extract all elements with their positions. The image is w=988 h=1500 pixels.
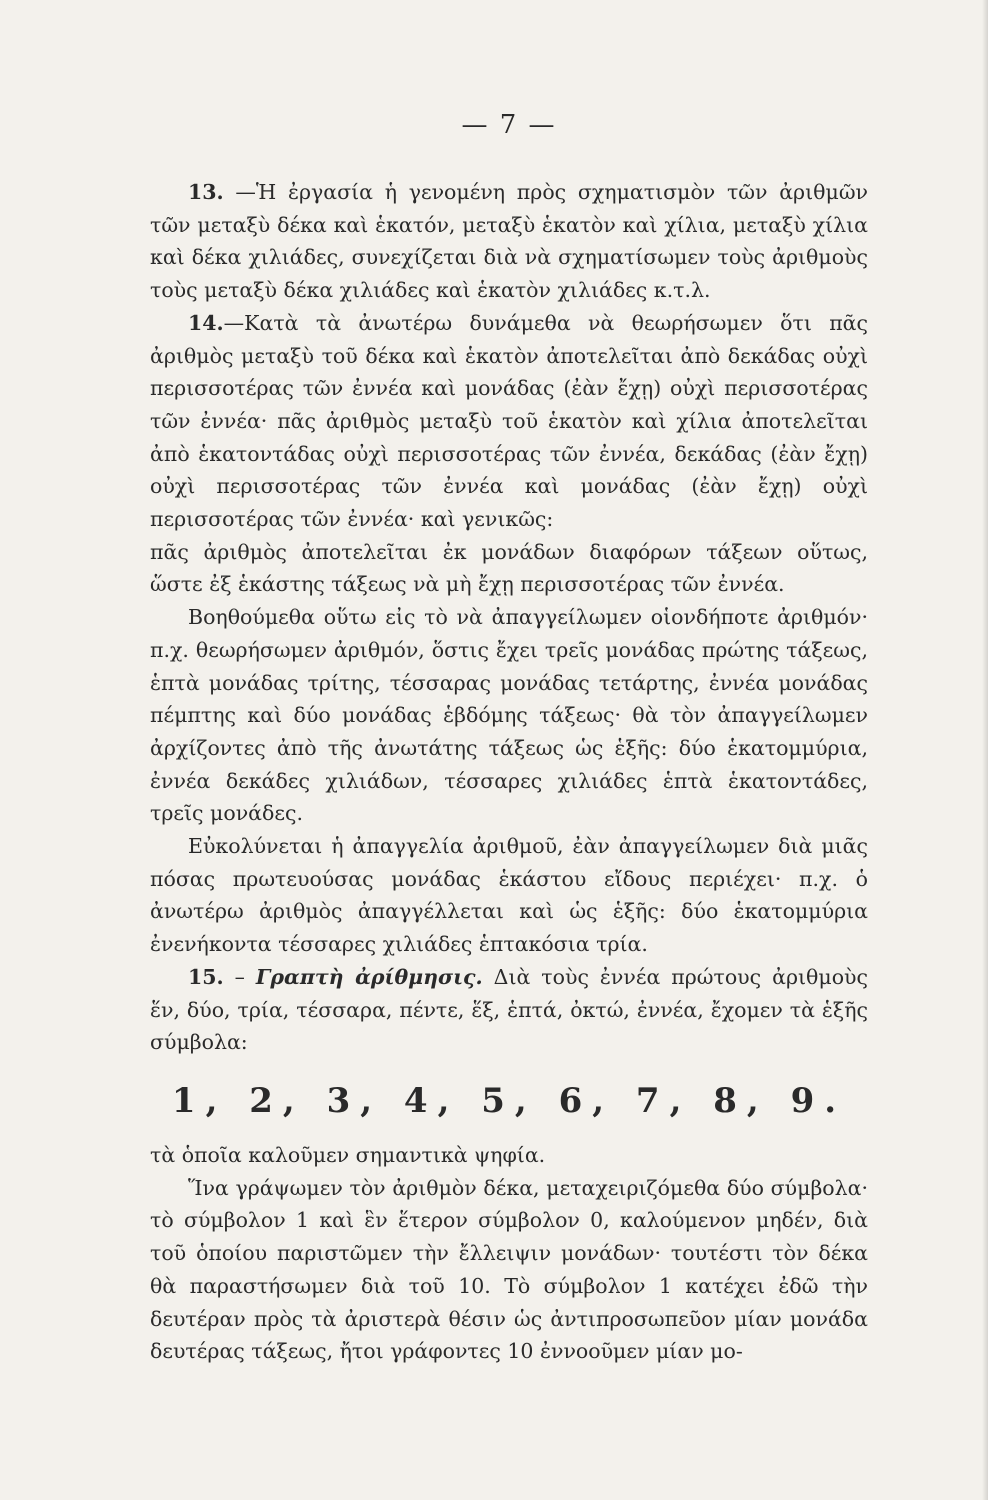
section-14-text: —Κατὰ τὰ ἀνωτέρω δυνάμεθα νὰ θεωρήσωμεν ὅτι πᾶς ἀριθμὸς μεταξὺ τοῦ δέκα καὶ ἑκατὸν ἀποτελεῖται ἀπὸ δεκάδας οὐχὶ περισσοτέρας τῶν ἐννέα καὶ μονάδας (ἐὰν ἔχῃ) οὐχὶ περισσοτέρας τῶν ἐννέα· πᾶς ἀριθμὸς μεταξὺ τοῦ ἑκατὸν καὶ χίλια ἀποτελεῖται ἀπὸ ἑκατοντάδας οὐχὶ περισσοτέρας τῶν ἐννέα, δεκάδας (ἐὰν ἔχῃ) οὐχὶ περισσοτέρας τῶν ἐννέα καὶ μονάδας (ἐὰν ἔχῃ) οὐχὶ περισσοτέρας τῶν ἐννέα· καὶ γενικῶς: bbox=[150, 310, 868, 532]
section-15-text: Διὰ τοὺς ἐννέα πρώτους ἀριθμοὺς ἕν, δύο, τρία, τέσσαρα, πέντε, ἕξ, ἑπτά, ὀκτώ, ἐννέα, ἔχομεν τὰ ἑξῆς σύμβολα: bbox=[150, 964, 868, 1055]
section-14 bbox=[150, 307, 868, 536]
section-15-significant-digits: τὰ ὁποῖα καλοῦμεν σημαντικὰ ψηφία. bbox=[150, 1142, 546, 1167]
section-15-title: Γραπτὴ ἀρίθμησις. bbox=[255, 964, 483, 989]
digit-symbols: 1, 2, 3, 4, 5, 6, 7, 8, 9. bbox=[171, 1080, 847, 1121]
section-14-number: 14. bbox=[188, 310, 224, 335]
section-14-example: Βοηθούμεθα οὕτω εἰς τὸ νὰ ἀπαγγείλωμεν οἱονδήποτε ἀριθμόν· π.χ. θεωρήσωμεν ἀριθμόν, ὅστις ἔχει τρεῖς μονάδας πρώτης τάξεως, ἑπτὰ μονάδας τρίτης, τέσσαρας μονάδας τετάρτης, ἐννέα μονάδας πέμπτης καὶ δύο μονάδας ἑβδόμης τάξεως· θὰ τὸν ἀπαγγείλωμεν ἀρχίζοντες ἀπὸ τῆς ἀνωτάτης τάξεως ὡς ἑξῆς: δύο ἑκατομμύρια, ἐννέα δεκάδες χιλιάδων, τέσσαρες χιλιάδες ἑπτὰ ἑκατοντάδες, τρεῖς μονάδες. bbox=[150, 605, 868, 826]
section-13 bbox=[150, 176, 868, 307]
section-15: 15. – Γραπτὴ ἀρίθμησις. Διὰ τοὺς ἐννέα πρώτους ἀριθμοὺς ἕν, δύο, τρία, τέσσαρα, πέντε, ἕξ, ἑπτά, ὀκτώ, ἐννέα, ἔχομεν τὰ ἑξῆς σύμβολα: bbox=[150, 964, 868, 1055]
page-number: — 7 — bbox=[461, 110, 557, 140]
section-15-number: 15. bbox=[188, 964, 224, 989]
section-13-text: —Ἡ ἐργασία ἡ γενομένη πρὸς σχηματισμὸν τῶν ἀριθμῶν τῶν μεταξὺ δέκα καὶ ἑκατόν, μεταξὺ ἑκατὸν καὶ χίλια, μεταξὺ χίλια καὶ δέκα χιλιάδες, συνεχίζεται διὰ νὰ σχηματίσωμεν τοὺς ἀριθμοὺς τοὺς μεταξὺ δέκα χιλιάδες καὶ ἑκατὸν χιλιάδες κ.τ.λ. bbox=[150, 180, 868, 303]
book-page bbox=[150, 110, 868, 1368]
section-15-zero-explanation: Ἵνα γράψωμεν τὸν ἀριθμὸν δέκα, μεταχειριζόμεθα δύο σύμβολα· τὸ σύμβολον 1 καὶ ἓν ἕτερον σύμβολον 0, καλούμενον μηδέν, διὰ τοῦ ὁποίου παριστῶμεν τὴν ἔλλειψιν μονάδων· τουτέστι τὸν δέκα θὰ παραστήσωμεν διὰ τοῦ 10. Τὸ σύμβολον 1 κατέχει ἐδῶ τὴν δευτέραν πρὸς τὰ ἀριστερὰ θέσιν ὡς ἀντιπροσωπεῦον μίαν μονάδα δευτέρας τάξεως, ἤτοι γράφοντες 10 ἐννοοῦμεν μίαν μο- bbox=[150, 1175, 868, 1364]
section-13-number: 13. bbox=[188, 180, 224, 204]
page-edge-shadow bbox=[982, 0, 988, 1500]
section-14-rule: πᾶς ἀριθμὸς ἀποτελεῖται ἐκ μονάδων διαφόρων τάξεων οὕτως, ὥστε ἐξ ἑκάστης τάξεως νὰ μὴ ἔχῃ περισσοτέρας τῶν ἐννέα. bbox=[150, 539, 868, 597]
section-14-simplification: Εὐκολύνεται ἡ ἀπαγγελία ἀριθμοῦ, ἐὰν ἀπαγγείλωμεν διὰ μιᾶς πόσας πρωτευούσας μονάδας ἑκάστου εἴδους περιέχει· π.χ. ὁ ἀνωτέρω ἀριθμὸς ἀπαγγέλλεται καὶ ὡς ἑξῆς: δύο ἑκατομμύρια ἐνενήκοντα τέσσαρες χιλιάδες ἑπτακόσια τρία. bbox=[150, 834, 868, 957]
